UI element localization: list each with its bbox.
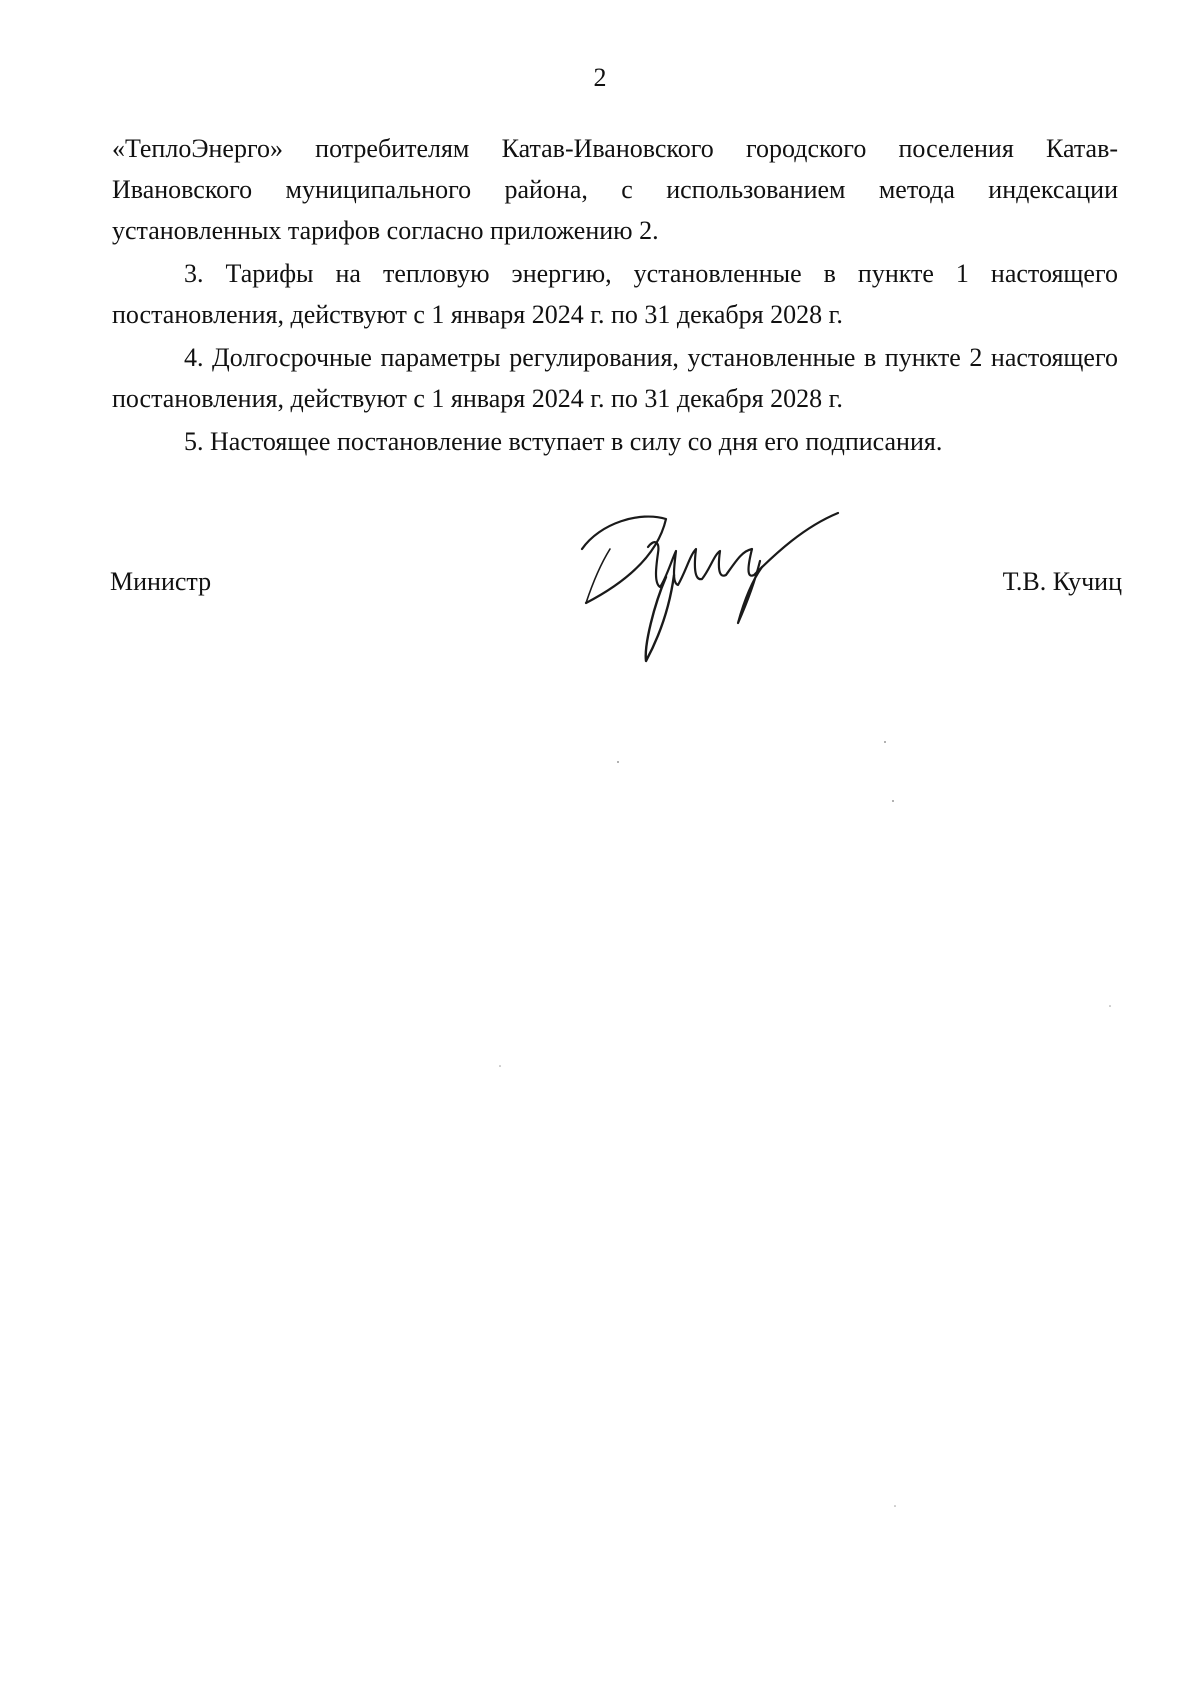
signature-stroke-tail [738,561,762,623]
signature-stroke-initial [582,517,666,603]
page-number: 2 [593,63,607,92]
signature-stroke-slash [586,549,610,603]
paragraph-continuation: «ТеплоЭнерго» потребителям Катав-Ивановского городского поселения Катав-Ивановского муниципального района, с использованием метода индексации установленных тарифов согласно приложению 2. [112,134,1118,245]
document-body [112,128,1118,464]
signature-stroke-body [648,513,838,587]
paragraph-item-4: 4. Долгосрочные параметры регулирования, установленные в пункте 2 настоящего постановления, действуют с 1 января 2024 г. по 31 декабря 2028 г. [112,343,1118,413]
paragraph-item-3: 3. Тарифы на тепловую энергию, установленные в пункте 1 настоящего постановления, действуют с 1 января 2024 г. по 31 декабря 2028 г. [112,259,1118,329]
signer-title: Министр [110,567,212,596]
paragraph-item-5: 5. Настоящее постановление вступает в силу со дня его подписания. [184,427,943,456]
signer-name: Т.В. Кучиц [1002,567,1122,596]
handwritten-signature [570,505,870,665]
